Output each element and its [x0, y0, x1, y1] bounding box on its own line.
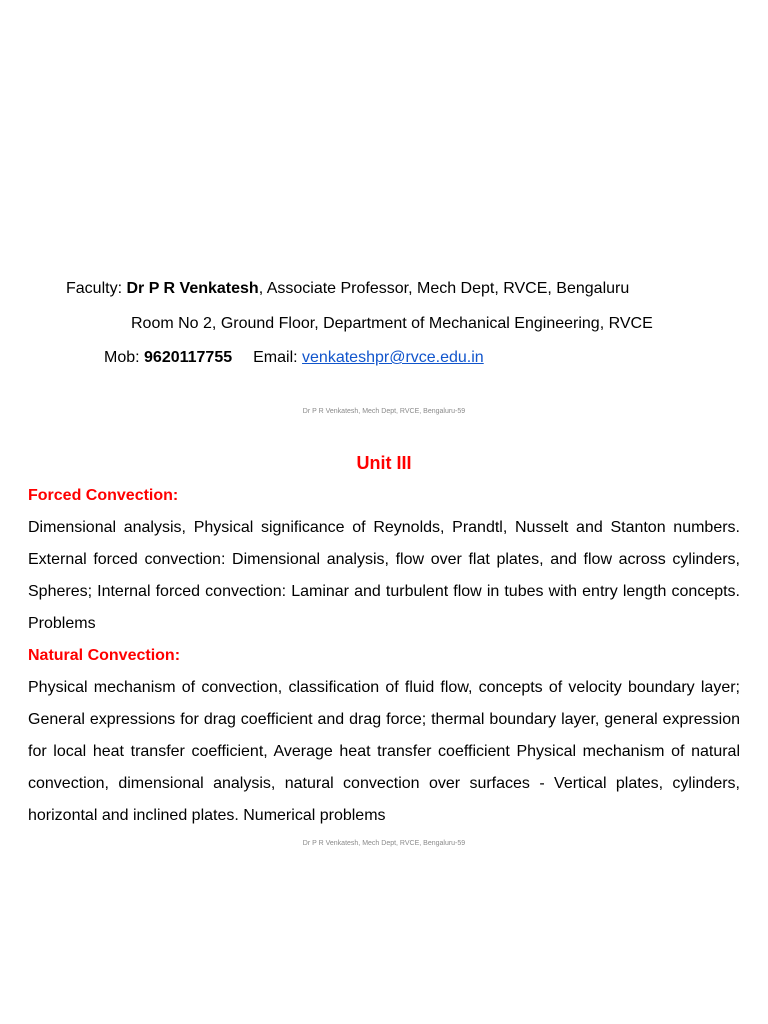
slide-footer-top: Dr P R Venkatesh, Mech Dept, RVCE, Bengaluru-59 [302, 408, 466, 415]
faculty-label: Faculty: [66, 280, 127, 297]
faculty-name: Dr P R Venkatesh [126, 280, 259, 297]
room-text: Room No 2, Ground Floor, Department of Mechanical Engineering, RVCE [131, 315, 653, 332]
mob-label: Mob: [104, 349, 145, 366]
room-line [131, 314, 653, 334]
forced-convection-body: Dimensional analysis, Physical significance of Reynolds, Prandtl, Nusselt and Stanton numbers. External forced convection: Dimensional analysis, flow over flat plates, and flow across cylinders, Spheres; Internal forced convection: Laminar and turbulent flow in tubes with entry length concepts. Problems [28, 519, 740, 632]
email-link[interactable]: venkateshpr@rvce.edu.in [302, 349, 484, 366]
faculty-line [66, 279, 629, 299]
mob-number: 9620117755 [144, 349, 233, 366]
slide-footer-bottom: Dr P R Venkatesh, Mech Dept, RVCE, Bengaluru-59 [302, 840, 466, 847]
email-label: Email: [253, 349, 303, 366]
faculty-designation: , Associate Professor, Mech Dept, RVCE, Bengaluru [258, 280, 630, 297]
unit-title: Unit III [356, 453, 412, 473]
contact-line [104, 348, 484, 368]
natural-convection-heading: Natural Convection: [28, 647, 181, 664]
forced-convection-heading: Forced Convection: [28, 487, 179, 504]
natural-convection-body: Physical mechanism of convection, classification of fluid flow, concepts of velocity boundary layer; General expressions for drag coefficient and drag force; thermal boundary layer, general expression for local heat transfer coefficient, Average heat transfer coefficient Physical mechanism of natural convection, dimensional analysis, natural convection over surfaces - Vertical plates, cylinders, horizontal and inclined plates. Numerical problems [28, 679, 740, 824]
